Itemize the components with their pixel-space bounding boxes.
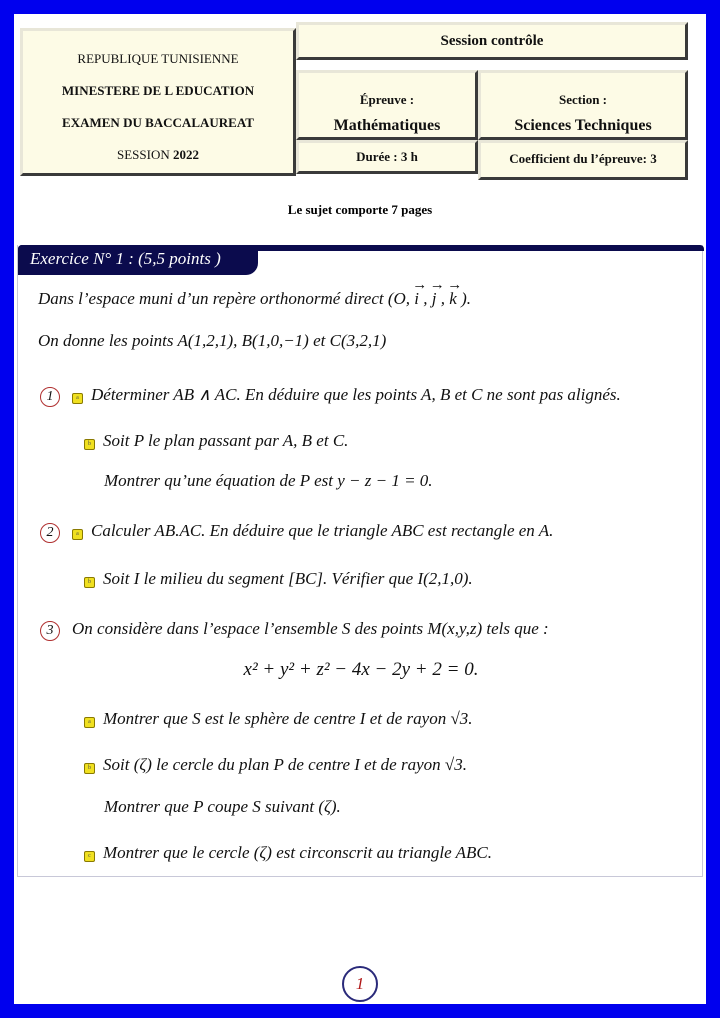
- q3b-text: Soit (ζ) le cercle du plan P de centre I et de rayon √3.: [103, 755, 467, 774]
- epreuve-box: [296, 70, 478, 140]
- q3b: [84, 755, 467, 775]
- q1-number: 1: [40, 387, 60, 407]
- session: [23, 139, 293, 171]
- coefficient-box: [478, 140, 688, 180]
- q2b: [84, 569, 473, 589]
- q1b: [84, 431, 348, 451]
- session-label: SESSION: [117, 147, 170, 162]
- intro-1: Dans l’espace muni d’un repère orthonormé direct (O, → i , → j , → k ).: [38, 289, 471, 309]
- intro-2: On donne les points A(1,2,1), B(1,0,−1) et C(3,2,1): [38, 331, 387, 350]
- header-left-box: [20, 28, 296, 176]
- exercise-title: Exercice N° 1 : (5,5 points ): [18, 245, 258, 275]
- q1b-text: Soit P le plan passant par A, B et C.: [103, 431, 349, 450]
- section: Sciences Techniques: [514, 117, 652, 134]
- session-year: 2022: [173, 147, 199, 162]
- q3b2: Montrer que P coupe S suivant (ζ).: [104, 797, 341, 816]
- epreuve-label: Épreuve :: [359, 92, 415, 107]
- q2-number: 2: [40, 523, 60, 543]
- page-number: 1: [342, 966, 378, 1002]
- epreuve: Mathématiques: [333, 117, 441, 134]
- letter-b-icon: b: [84, 439, 95, 450]
- q2a-text: Calculer AB.AC. En déduire que le triangle ABC est rectangle en A.: [91, 521, 554, 540]
- session-type: Session contrôle: [440, 33, 544, 49]
- letter-a-icon: a: [84, 717, 95, 728]
- duree-box: [296, 140, 478, 174]
- q3a-text: Montrer que S est le sphère de centre I et de rayon √3.: [103, 709, 473, 728]
- q3a: [84, 709, 473, 729]
- examen: EXAMEN DU BACCALAUREAT: [62, 115, 254, 130]
- vector-i: → i: [414, 289, 419, 309]
- republique: REPUBLIQUE TUNISIENNE: [77, 51, 239, 66]
- coefficient: Coefficient du l’épreuve: 3: [509, 151, 657, 166]
- q3-text: On considère dans l’espace l’ensemble S des points M(x,y,z) tels que :: [72, 619, 549, 638]
- letter-b-icon: b: [84, 577, 95, 588]
- letter-c-icon: c: [84, 851, 95, 862]
- q3-equation: x² + y² + z² − 4x − 2y + 2 = 0.: [243, 659, 479, 680]
- section-label: Section :: [558, 92, 608, 107]
- vector-k: → k: [449, 289, 457, 309]
- letter-b-icon: b: [84, 763, 95, 774]
- duree: Durée : 3 h: [356, 149, 418, 164]
- q2b-text: Soit I le milieu du segment [BC]. Vérifier que I(2,1,0).: [103, 569, 473, 588]
- q3: [40, 619, 549, 641]
- q3-number: 3: [40, 621, 60, 641]
- q3c-text: Montrer que le cercle (ζ) est circonscrit au triangle ABC.: [103, 843, 492, 862]
- exam-page: [14, 14, 706, 1004]
- letter-a-icon: a: [72, 393, 83, 404]
- q1b2: Montrer qu’une équation de P est y − z − 1 = 0.: [104, 471, 433, 490]
- session-type-box: [296, 22, 688, 60]
- pages-note: Le sujet comporte 7 pages: [287, 202, 433, 217]
- q1a-text: Déterminer AB ∧ AC. En déduire que les points A, B et C ne sont pas alignés.: [91, 385, 621, 404]
- ministere: MINESTERE DE L EDUCATION: [61, 83, 255, 98]
- section-box: [478, 70, 688, 140]
- q1a: [40, 385, 621, 407]
- q2a: [40, 521, 553, 543]
- letter-a-icon: a: [72, 529, 83, 540]
- exercise-1: [17, 245, 703, 877]
- vector-j: → j: [432, 289, 437, 309]
- q3c: [84, 843, 492, 863]
